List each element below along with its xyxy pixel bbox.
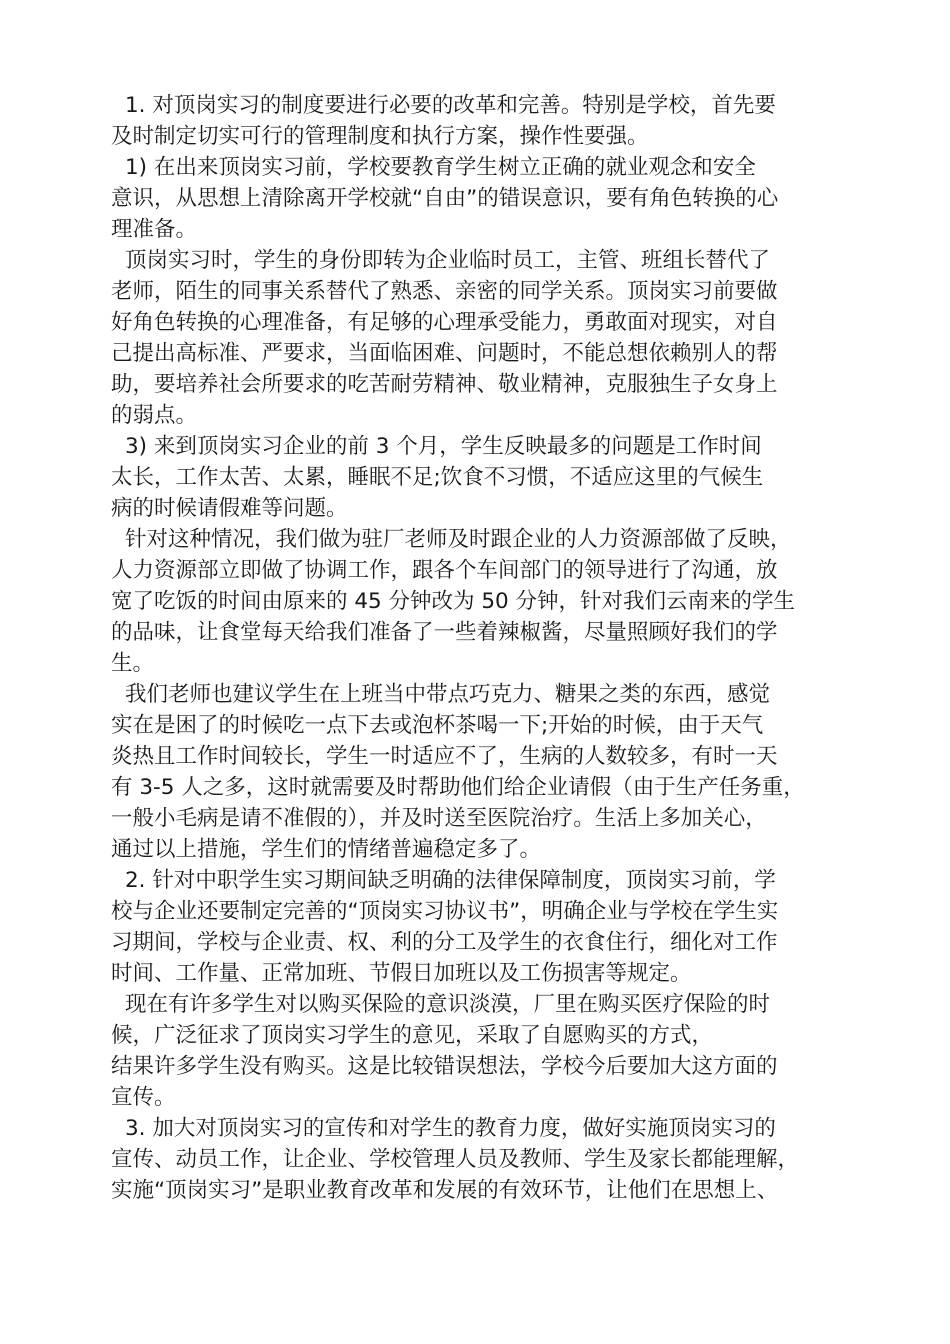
text-line: 宽了吃饭的时间由原来的 45 分钟改为 50 分钟，针对我们云南来的学生 (111, 589, 796, 614)
text-line: 太长，工作太苦、太累，睡眠不足;饮食不习惯，不适应这里的气候生 (111, 465, 764, 490)
text-line: 意识，从思想上清除离开学校就“自由”的错误意识，要有角色转换的心 (111, 186, 779, 211)
text-line: 及时制定切实可行的管理制度和执行方案，操作性要强。 (111, 124, 649, 149)
text-line: 现在有许多学生对以购买保险的意识淡漠，厂里在购买医疗保险的时 (125, 992, 771, 1017)
text-line: 的品味，让食堂每天给我们准备了一些着辣椒酱，尽量照顾好我们的学 (111, 620, 778, 645)
text-line: 理准备。 (111, 217, 198, 242)
text-line: 结果许多学生没有购买。这是比较错误想法，学校今后要加大这方面的 (111, 1054, 778, 1079)
text-line: 顶岗实习时，学生的身份即转为企业临时员工，主管、班组长替代了 (125, 248, 771, 273)
text-line: 老师，陌生的同事关系替代了熟悉、亲密的同学关系。顶岗实习前要做 (111, 279, 778, 304)
text-line: 炎热且工作时间较长，学生一时适应不了，生病的人数较多，有时一天 (111, 744, 778, 769)
document-body (111, 90, 851, 1206)
text-line: 生。 (111, 651, 155, 676)
text-line: 有 3-5 人之多，这时就需要及时帮助他们给企业请假（由于生产任务重， (111, 775, 805, 800)
text-line: 3) 来到顶岗实习企业的前 3 个月，学生反映最多的问题是工作时间 (125, 434, 762, 459)
text-line: 3. 加大对顶岗实习的宣传和对学生的教育力度，做好实施顶岗实习的 (125, 1116, 776, 1141)
text-line: 2. 针对中职学生实习期间缺乏明确的法律保障制度，顶岗实习前，学 (125, 868, 776, 893)
text-line: 助，要培养社会所要求的吃苦耐劳精神、敬业精神，克服独生子女身上 (111, 372, 778, 397)
text-line: 实在是困了的时候吃一点下去或泡杯茶喝一下;开始的时候，由于天气 (111, 713, 764, 738)
text-line: 的弱点。 (111, 403, 198, 428)
text-line: 宣传。 (111, 1085, 176, 1110)
text-line: 我们老师也建议学生在上班当中带点巧克力、糖果之类的东西，感觉 (125, 682, 771, 707)
text-line: 1) 在出来顶岗实习前，学校要教育学生树立正确的就业观念和安全 (125, 155, 756, 180)
text-line: 校与企业还要制定完善的“顶岗实习协议书”，明确企业与学校在学生实 (111, 899, 779, 924)
text-line: 宣传、动员工作，让企业、学校管理人员及教师、学生及家长都能理解， (111, 1147, 800, 1172)
text-line: 实施“顶岗实习”是职业教育改革和发展的有效环节，让他们在思想上、 (111, 1178, 779, 1203)
text-line: 病的时候请假难等问题。 (111, 496, 348, 521)
text-line: 1. 对顶岗实习的制度要进行必要的改革和完善。特别是学校，首先要 (125, 93, 776, 118)
text-line: 己提出高标准、严要求，当面临困难、问题时，不能总想依赖别人的帮 (111, 341, 778, 366)
text-line: 针对这种情况，我们做为驻厂老师及时跟企业的人力资源部做了反映， (125, 527, 792, 552)
text-line: 一般小毛病是请不准假的），并及时送至医院治疗。生活上多加关心， (111, 806, 767, 831)
text-line: 人力资源部立即做了协调工作，跟各个车间部门的领导进行了沟通，放 (111, 558, 778, 583)
text-line: 候，广泛征求了顶岗实习学生的意见，采取了自愿购买的方式， (111, 1023, 714, 1048)
text-line: 时间、工作量、正常加班、节假日加班以及工伤损害等规定。 (111, 961, 692, 986)
text-line: 好角色转换的心理准备，有足够的心理承受能力，勇敢面对现实，对自 (111, 310, 778, 335)
text-line: 习期间，学校与企业责、权、利的分工及学生的衣食住行，细化对工作 (111, 930, 778, 955)
text-line: 通过以上措施，学生们的情绪普遍稳定多了。 (111, 837, 542, 862)
